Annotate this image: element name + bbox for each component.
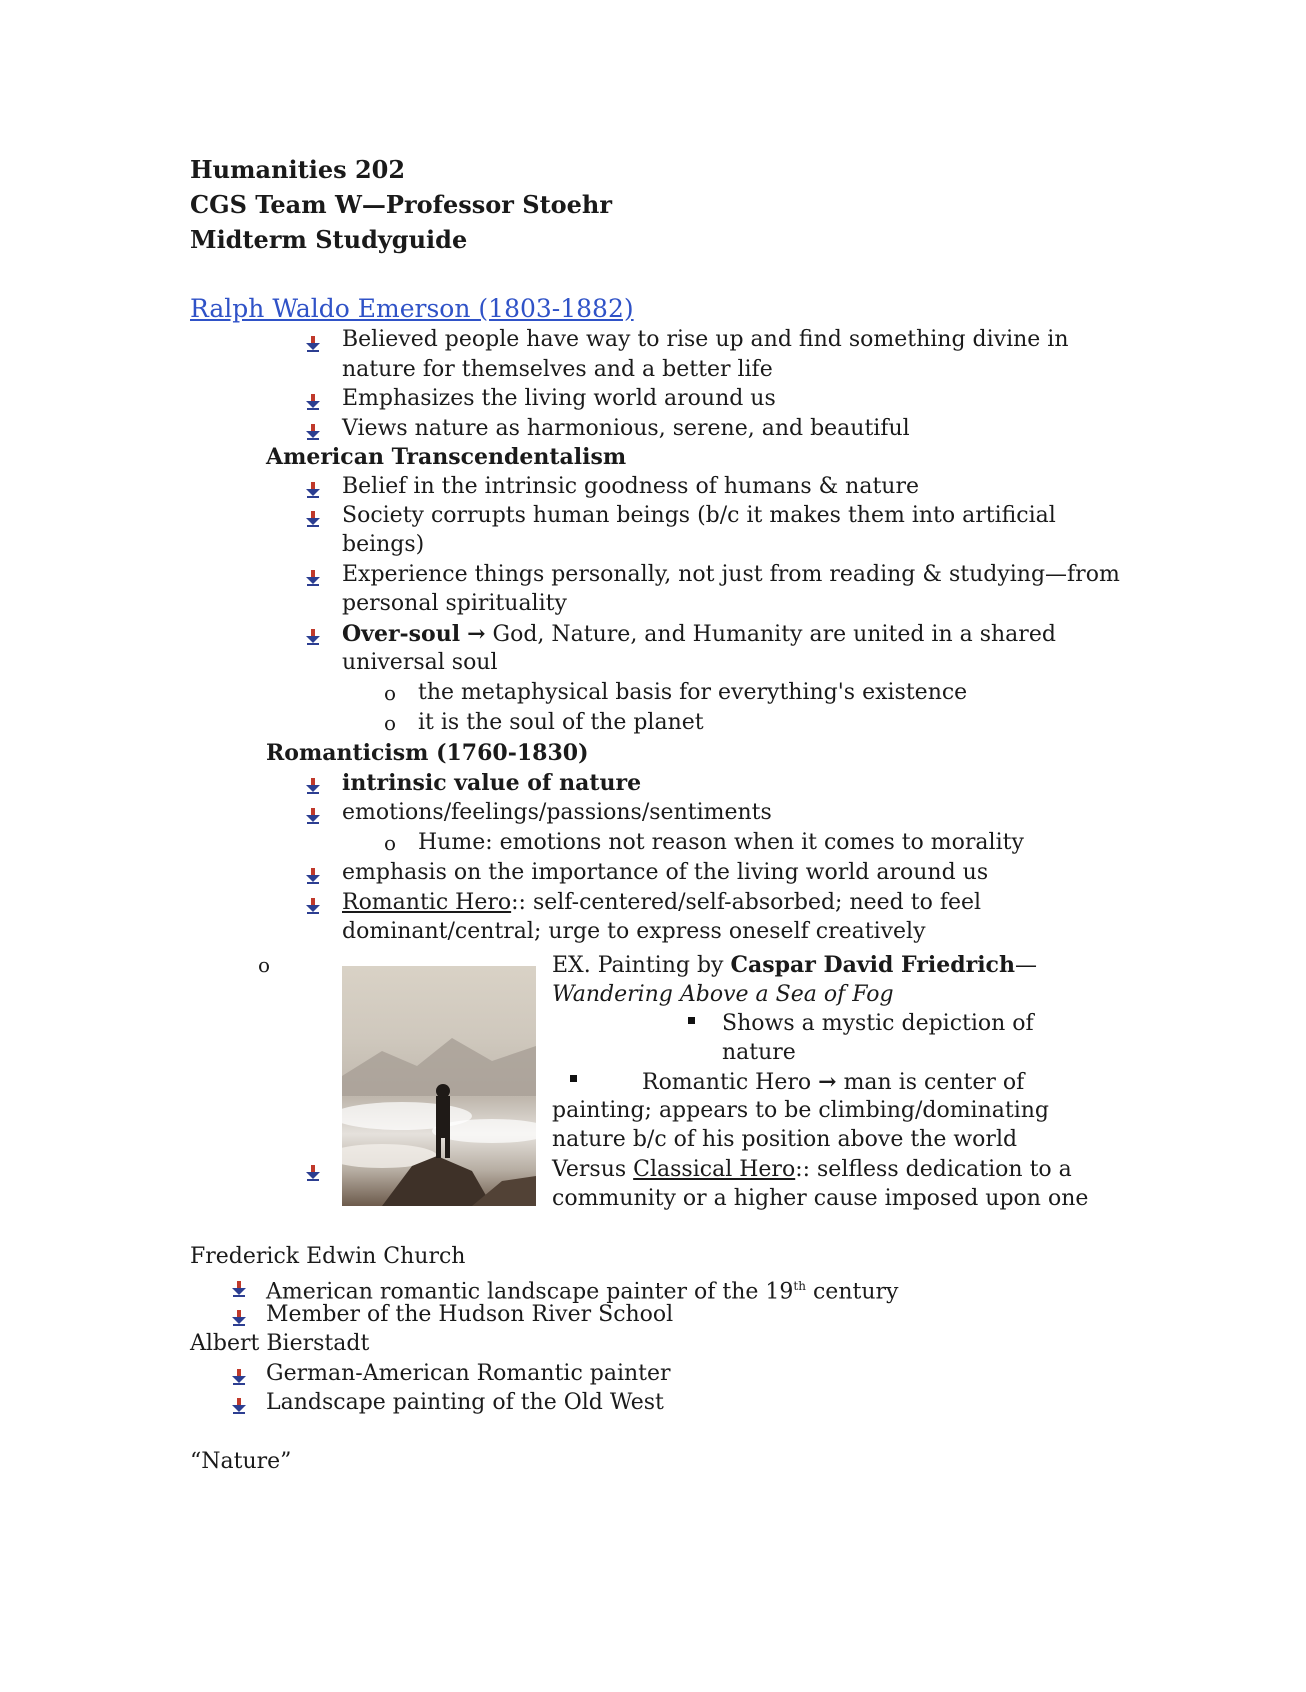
over-soul-sub-2: it is the soul of the planet: [418, 710, 704, 735]
romanticism-bullet-3: emphasis on the importance of the living world around us: [342, 860, 989, 885]
over-soul-definition: God, Nature, and Humanity are united in a shared: [492, 622, 1056, 647]
romantic-hero-note: man is center of: [843, 1070, 1025, 1095]
church-heading: Frederick Edwin Church: [190, 1244, 466, 1269]
arrow-bullet-icon: [306, 629, 320, 645]
wanderer-painting-image: [342, 966, 536, 1206]
arrow-bullet-icon: [306, 570, 320, 586]
romantic-hero-line-2: dominant/central; urge to express oneself creatively: [342, 919, 926, 944]
bierstadt-heading: Albert Bierstadt: [190, 1331, 370, 1356]
romantic-hero-label: Romantic Hero: [642, 1070, 812, 1095]
painting-note-2c: nature b/c of his position above the world: [552, 1127, 1018, 1152]
arrow-bullet-icon: [232, 1281, 246, 1297]
romantic-hero-line: [342, 888, 981, 918]
painting-illustration: [342, 966, 536, 1206]
arrow-bullet-icon: [306, 336, 320, 352]
arrow-bullet-icon: [232, 1398, 246, 1414]
document-title: Midterm Studyguide: [190, 225, 468, 254]
nature-heading: “Nature”: [190, 1449, 292, 1474]
over-soul-line: [342, 619, 1056, 650]
emerson-bullet-3: Views nature as harmonious, serene, and beautiful: [342, 416, 910, 441]
painting-caption-line-1: [552, 950, 1037, 981]
square-bullet-icon: [570, 1075, 577, 1082]
ordinal-suffix: th: [793, 1279, 806, 1293]
arrow-bullet-icon: [306, 868, 320, 884]
emerson-bullet-1a: Believed people have way to rise up and find something divine in: [342, 327, 1069, 352]
arrow-bullet-icon: [306, 808, 320, 824]
arrow-bullet-icon: [306, 482, 320, 498]
painting-artist: Caspar David Friedrich: [730, 952, 1015, 978]
painting-caption-dash: —: [1014, 953, 1037, 978]
romanticism-heading: Romanticism (1760-1830): [266, 740, 589, 766]
transcendentalism-bullet-2b: beings): [342, 532, 425, 557]
circle-bullet-icon: o: [384, 831, 397, 855]
square-bullet-icon: [688, 1017, 695, 1024]
romanticism-bullet-1: intrinsic value of nature: [342, 770, 642, 796]
transcendentalism-bullet-2a: Society corrupts human beings (b/c it makes them into artificial: [342, 503, 1056, 528]
romantic-hero-term: Romantic Hero: [342, 890, 512, 915]
painting-note-1b: nature: [722, 1040, 796, 1065]
arrow-bullet-icon: [306, 778, 320, 794]
arrow-bullet-icon: [232, 1369, 246, 1385]
circle-bullet-icon: o: [258, 953, 271, 977]
church-bullet-1-end: century: [812, 1279, 899, 1305]
emerson-bullet-2: Emphasizes the living world around us: [342, 386, 776, 411]
arrow-bullet-icon: [232, 1310, 246, 1326]
over-soul-term: Over-soul: [342, 621, 461, 647]
transcendentalism-bullet-1: Belief in the intrinsic goodness of humans & nature: [342, 474, 920, 499]
course-title: Humanities 202: [190, 155, 406, 184]
painting-caption-prefix: EX. Painting by: [552, 953, 724, 978]
church-bullet-2: Member of the Hudson River School: [266, 1302, 674, 1327]
versus-label: Versus: [552, 1157, 627, 1182]
hume-sub-bullet: Hume: emotions not reason when it comes to morality: [418, 830, 1024, 855]
over-soul-sub-1: the metaphysical basis for everything's existence: [418, 680, 968, 705]
romantic-hero-definition: :: self-centered/self-absorbed; need to feel: [511, 890, 982, 915]
transcendentalism-bullet-3b: personal spirituality: [342, 591, 567, 616]
transcendentalism-heading: American Transcendentalism: [266, 444, 627, 470]
over-soul-line-2: universal soul: [342, 650, 498, 675]
arrow-bullet-icon: [306, 511, 320, 527]
romanticism-bullet-2: emotions/feelings/passions/sentiments: [342, 800, 772, 825]
circle-bullet-icon: o: [384, 681, 397, 705]
painting-note-2a: [642, 1067, 1024, 1098]
right-arrow-icon: →: [818, 1069, 837, 1095]
emerson-heading-link[interactable]: Ralph Waldo Emerson (1803-1882): [190, 294, 634, 323]
transcendentalism-bullet-3a: Experience things personally, not just from reading & studying—from: [342, 562, 1120, 587]
right-arrow-icon: →: [467, 621, 486, 647]
arrow-bullet-icon: [306, 394, 320, 410]
team-professor: CGS Team W—Professor Stoehr: [190, 190, 613, 219]
circle-bullet-icon: o: [384, 711, 397, 735]
bierstadt-bullet-1: German-American Romantic painter: [266, 1361, 671, 1386]
classical-hero-definition: :: selfless dedication to a: [795, 1157, 1072, 1182]
arrow-bullet-icon: [306, 898, 320, 914]
classical-hero-line-2: community or a higher cause imposed upon one: [552, 1186, 1089, 1211]
painting-title: Wandering Above a Sea of Fog: [552, 982, 894, 1007]
church-bullet-1-text: American romantic landscape painter of the 19: [266, 1279, 794, 1305]
arrow-bullet-icon: [306, 1165, 320, 1181]
painting-note-2b: painting; appears to be climbing/dominating: [552, 1098, 1050, 1123]
classical-hero-line: [552, 1155, 1072, 1185]
arrow-bullet-icon: [306, 424, 320, 440]
emerson-bullet-1b: nature for themselves and a better life: [342, 357, 773, 382]
classical-hero-term: Classical Hero: [633, 1157, 796, 1182]
painting-note-1a: Shows a mystic depiction of: [722, 1011, 1034, 1036]
bierstadt-bullet-2: Landscape painting of the Old West: [266, 1390, 664, 1415]
